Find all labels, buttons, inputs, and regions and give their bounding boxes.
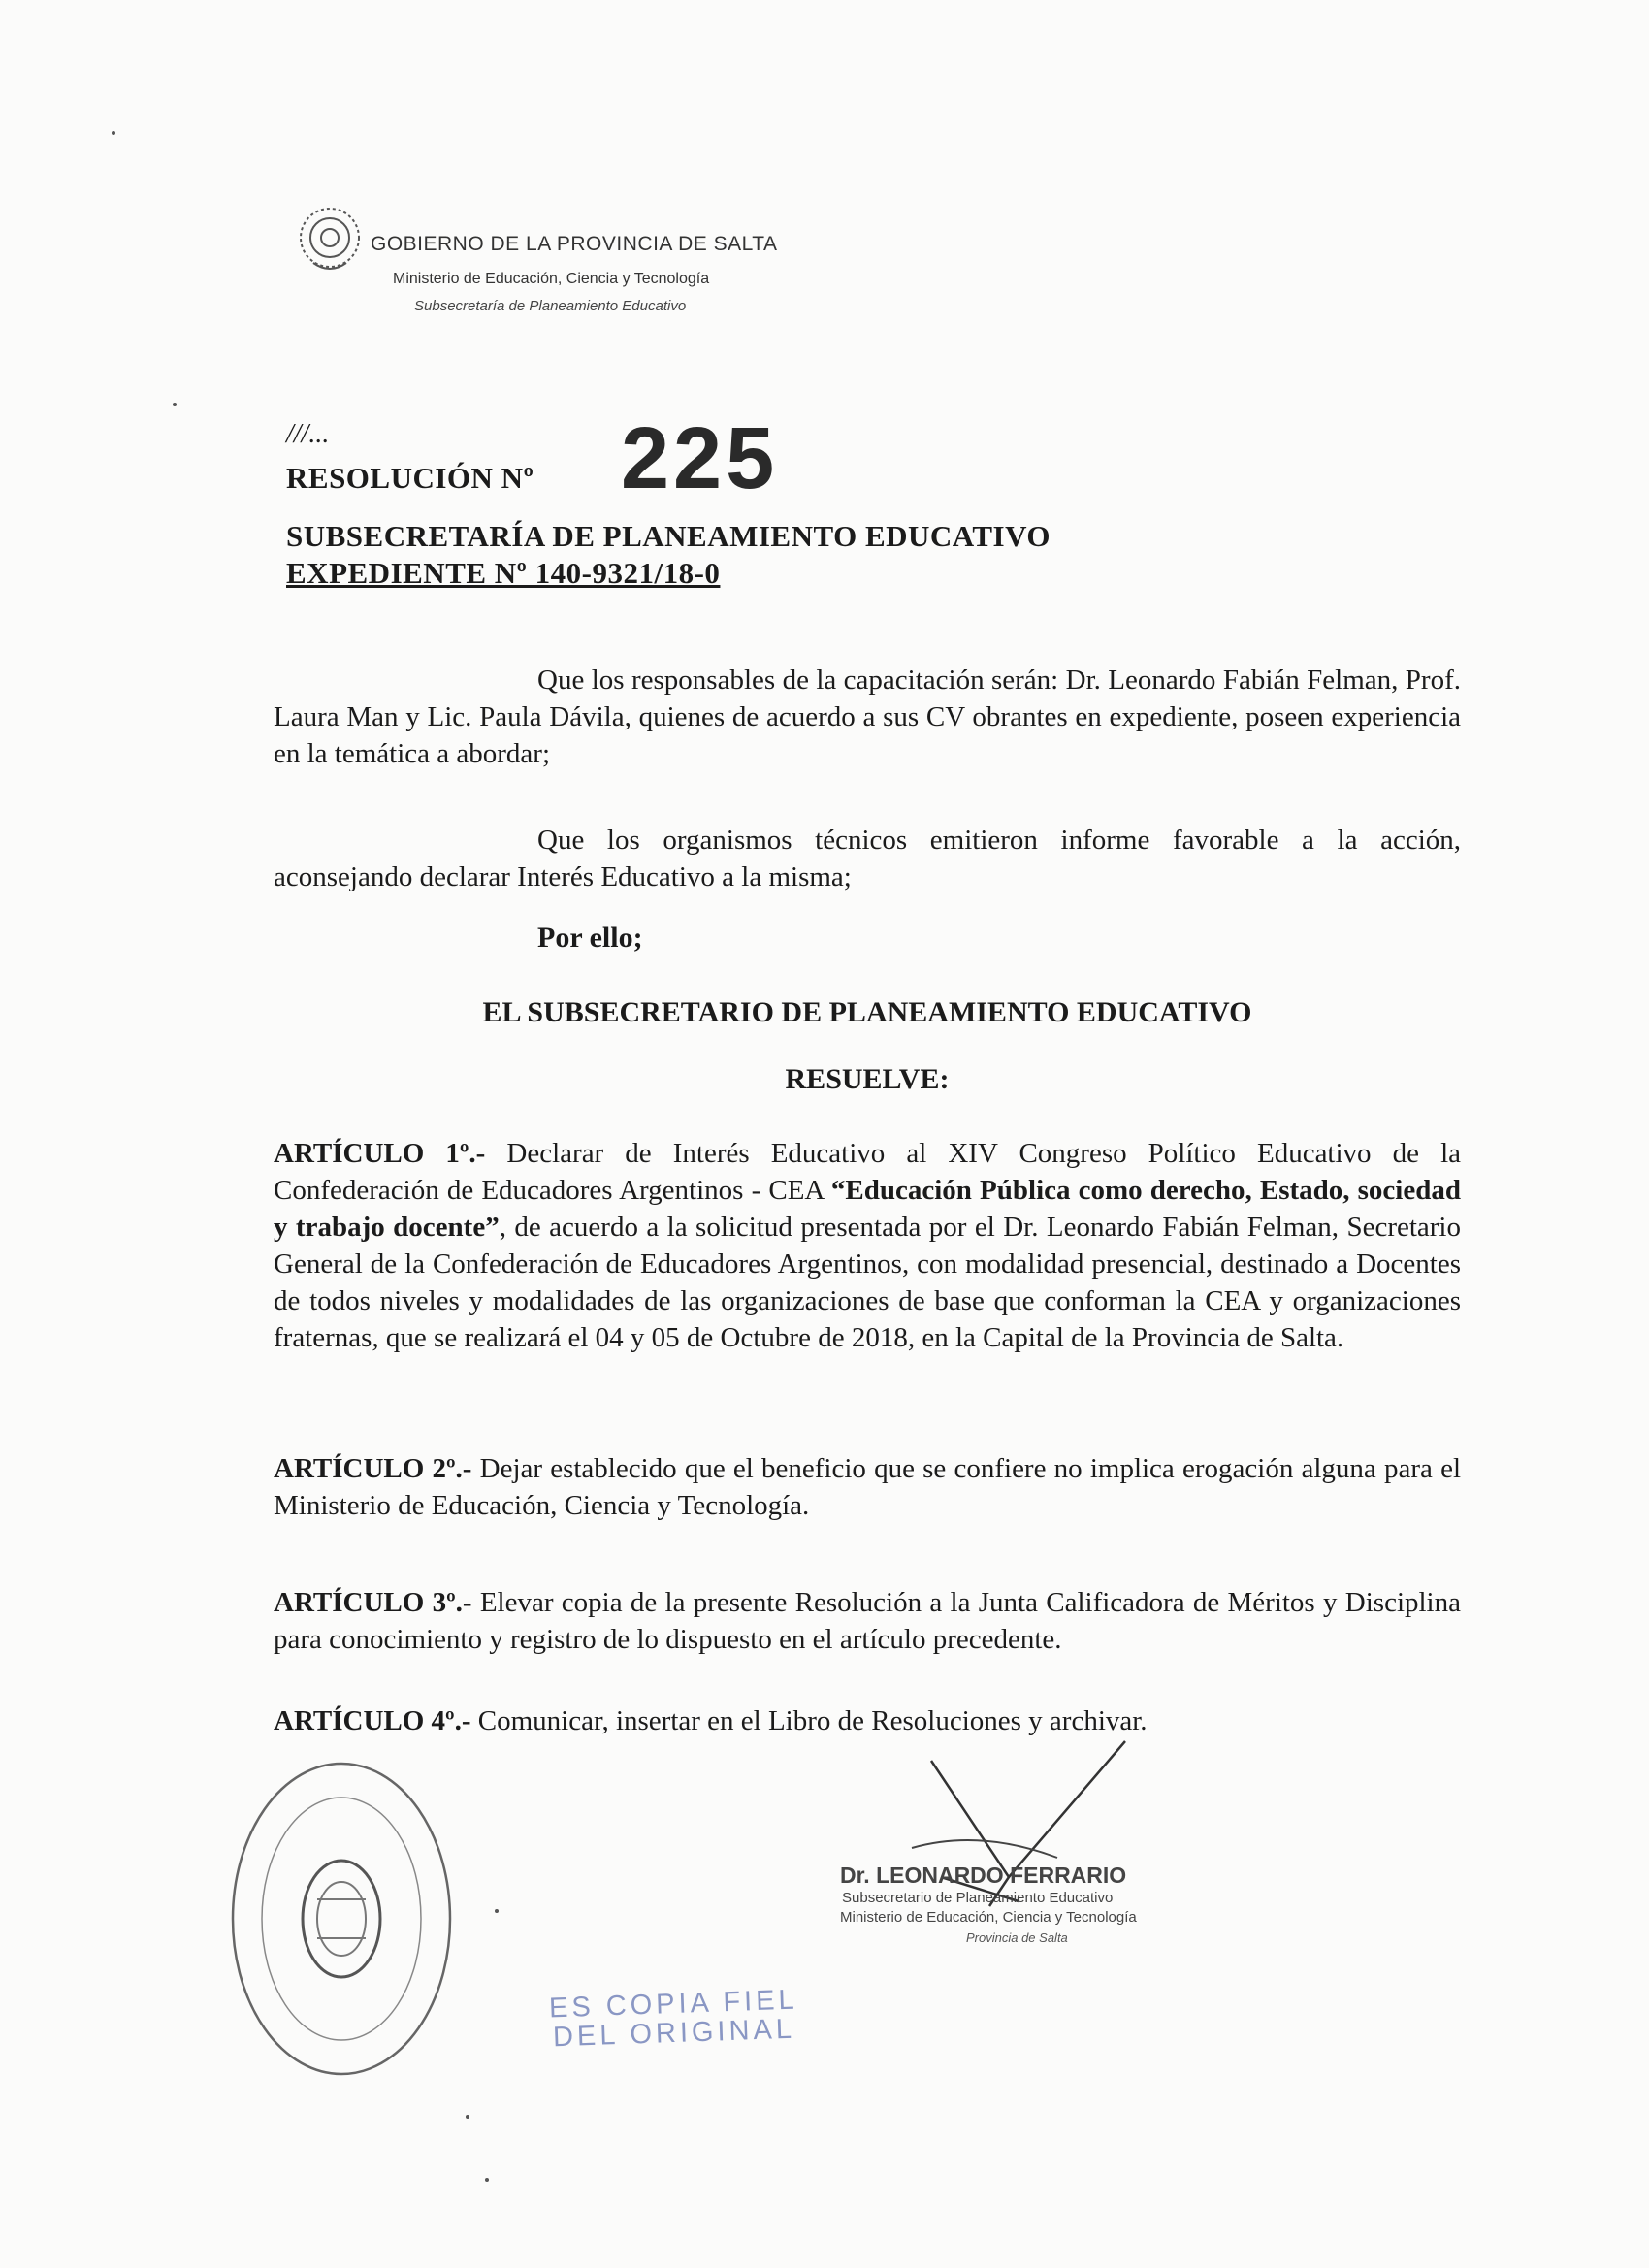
copy-stamp-line-2: DEL ORIGINAL xyxy=(552,2013,796,2054)
recital-paragraph-2: Que los organismos técnicos emitieron informe favorable a la acción, aconsejando declarar Interés Educativo a la misma; xyxy=(274,825,1461,892)
letterhead-government: GOBIERNO DE LA PROVINCIA DE SALTA xyxy=(371,233,778,255)
letterhead-ministry: Ministerio de Educación, Ciencia y Tecnología xyxy=(393,271,710,287)
article-4: ARTÍCULO 4º.- Comunicar, insertar en el Libro de Resoluciones y archivar. xyxy=(274,1705,1148,1736)
file-number: EXPEDIENTE Nº 140-9321/18-0 xyxy=(286,556,721,590)
article-1-label: ARTÍCULO 1º.- xyxy=(274,1138,486,1169)
por-ello: Por ello; xyxy=(537,922,643,954)
scan-speck xyxy=(112,131,115,135)
continuation-mark: ///... xyxy=(286,419,330,449)
signatory-name: Dr. LEONARDO FERRARIO xyxy=(840,1863,1127,1888)
province-crest-icon xyxy=(294,199,366,276)
copy-stamp-line-1: ES COPIA FIEL xyxy=(548,1984,799,2025)
article-1: ARTÍCULO 1º.- Declarar de Interés Educativo al XIV Congreso Político Educativo de la Confederación de Educadores Argentinos - CEA “Educación Pública como derecho, Estado, sociedad y trabajo docente”, de acuerdo a la solicitud presentada por el Dr. Leonardo Fabián Felman, Secretario General de la Confederación de Educadores Argentinos, con modalidad presencial, destinado a Docentes de todos niveles y modalidades de las organizaciones de base que conforman la CEA y organizaciones fraternas, que se realizará el 04 y 05 de Octubre de 2018, en la Capital de la Provincia de Salta. xyxy=(274,1138,1461,1353)
signatory-title-1: Subsecretario de Planeamiento Educativo xyxy=(842,1890,1114,1906)
signatory-title-2: Ministerio de Educación, Ciencia y Tecnología xyxy=(840,1909,1137,1926)
signatory-title-3: Provincia de Salta xyxy=(966,1930,1068,1945)
recital-paragraph-1: Que los responsables de la capacitación serán: Dr. Leonardo Fabián Felman, Prof. Laura Man y Lic. Paula Dávila, quienes de acuerdo a sus CV obrantes en expediente, poseen experiencia en la temática a abordar; xyxy=(274,664,1461,769)
resuelve-heading: RESUELVE: xyxy=(785,1063,950,1095)
resolution-label: RESOLUCIÓN Nº xyxy=(286,461,534,495)
scan-speck xyxy=(485,2178,489,2182)
ministry-seal-stamp xyxy=(225,1754,458,2084)
congress-title: “Educación Pública como derecho, Estado, sociedad y trabajo docente” xyxy=(274,1175,1461,1243)
authority-heading: EL SUBSECRETARIO DE PLANEAMIENTO EDUCATIVO xyxy=(482,996,1252,1028)
scan-speck xyxy=(173,403,177,406)
scan-speck xyxy=(495,1909,499,1913)
article-3-label: ARTÍCULO 3º.- xyxy=(274,1587,472,1618)
article-4-label: ARTÍCULO 4º.- xyxy=(274,1705,471,1736)
issuing-office: SUBSECRETARÍA DE PLANEAMIENTO EDUCATIVO xyxy=(286,519,1051,553)
scan-speck xyxy=(466,2115,469,2119)
article-2: ARTÍCULO 2º.- Dejar establecido que el beneficio que se confiere no implica erogación alguna para el Ministerio de Educación, Ciencia y Tecnología. xyxy=(274,1453,1461,1521)
resolution-number: 225 xyxy=(621,410,779,507)
article-2-label: ARTÍCULO 2º.- xyxy=(274,1453,472,1484)
article-3: ARTÍCULO 3º.- Elevar copia de la presente Resolución a la Junta Calificadora de Méritos y Disciplina para conocimiento y registro de lo dispuesto en el artículo precedente. xyxy=(274,1587,1461,1655)
letterhead-subsecretariat: Subsecretaría de Planeamiento Educativo xyxy=(414,298,687,314)
